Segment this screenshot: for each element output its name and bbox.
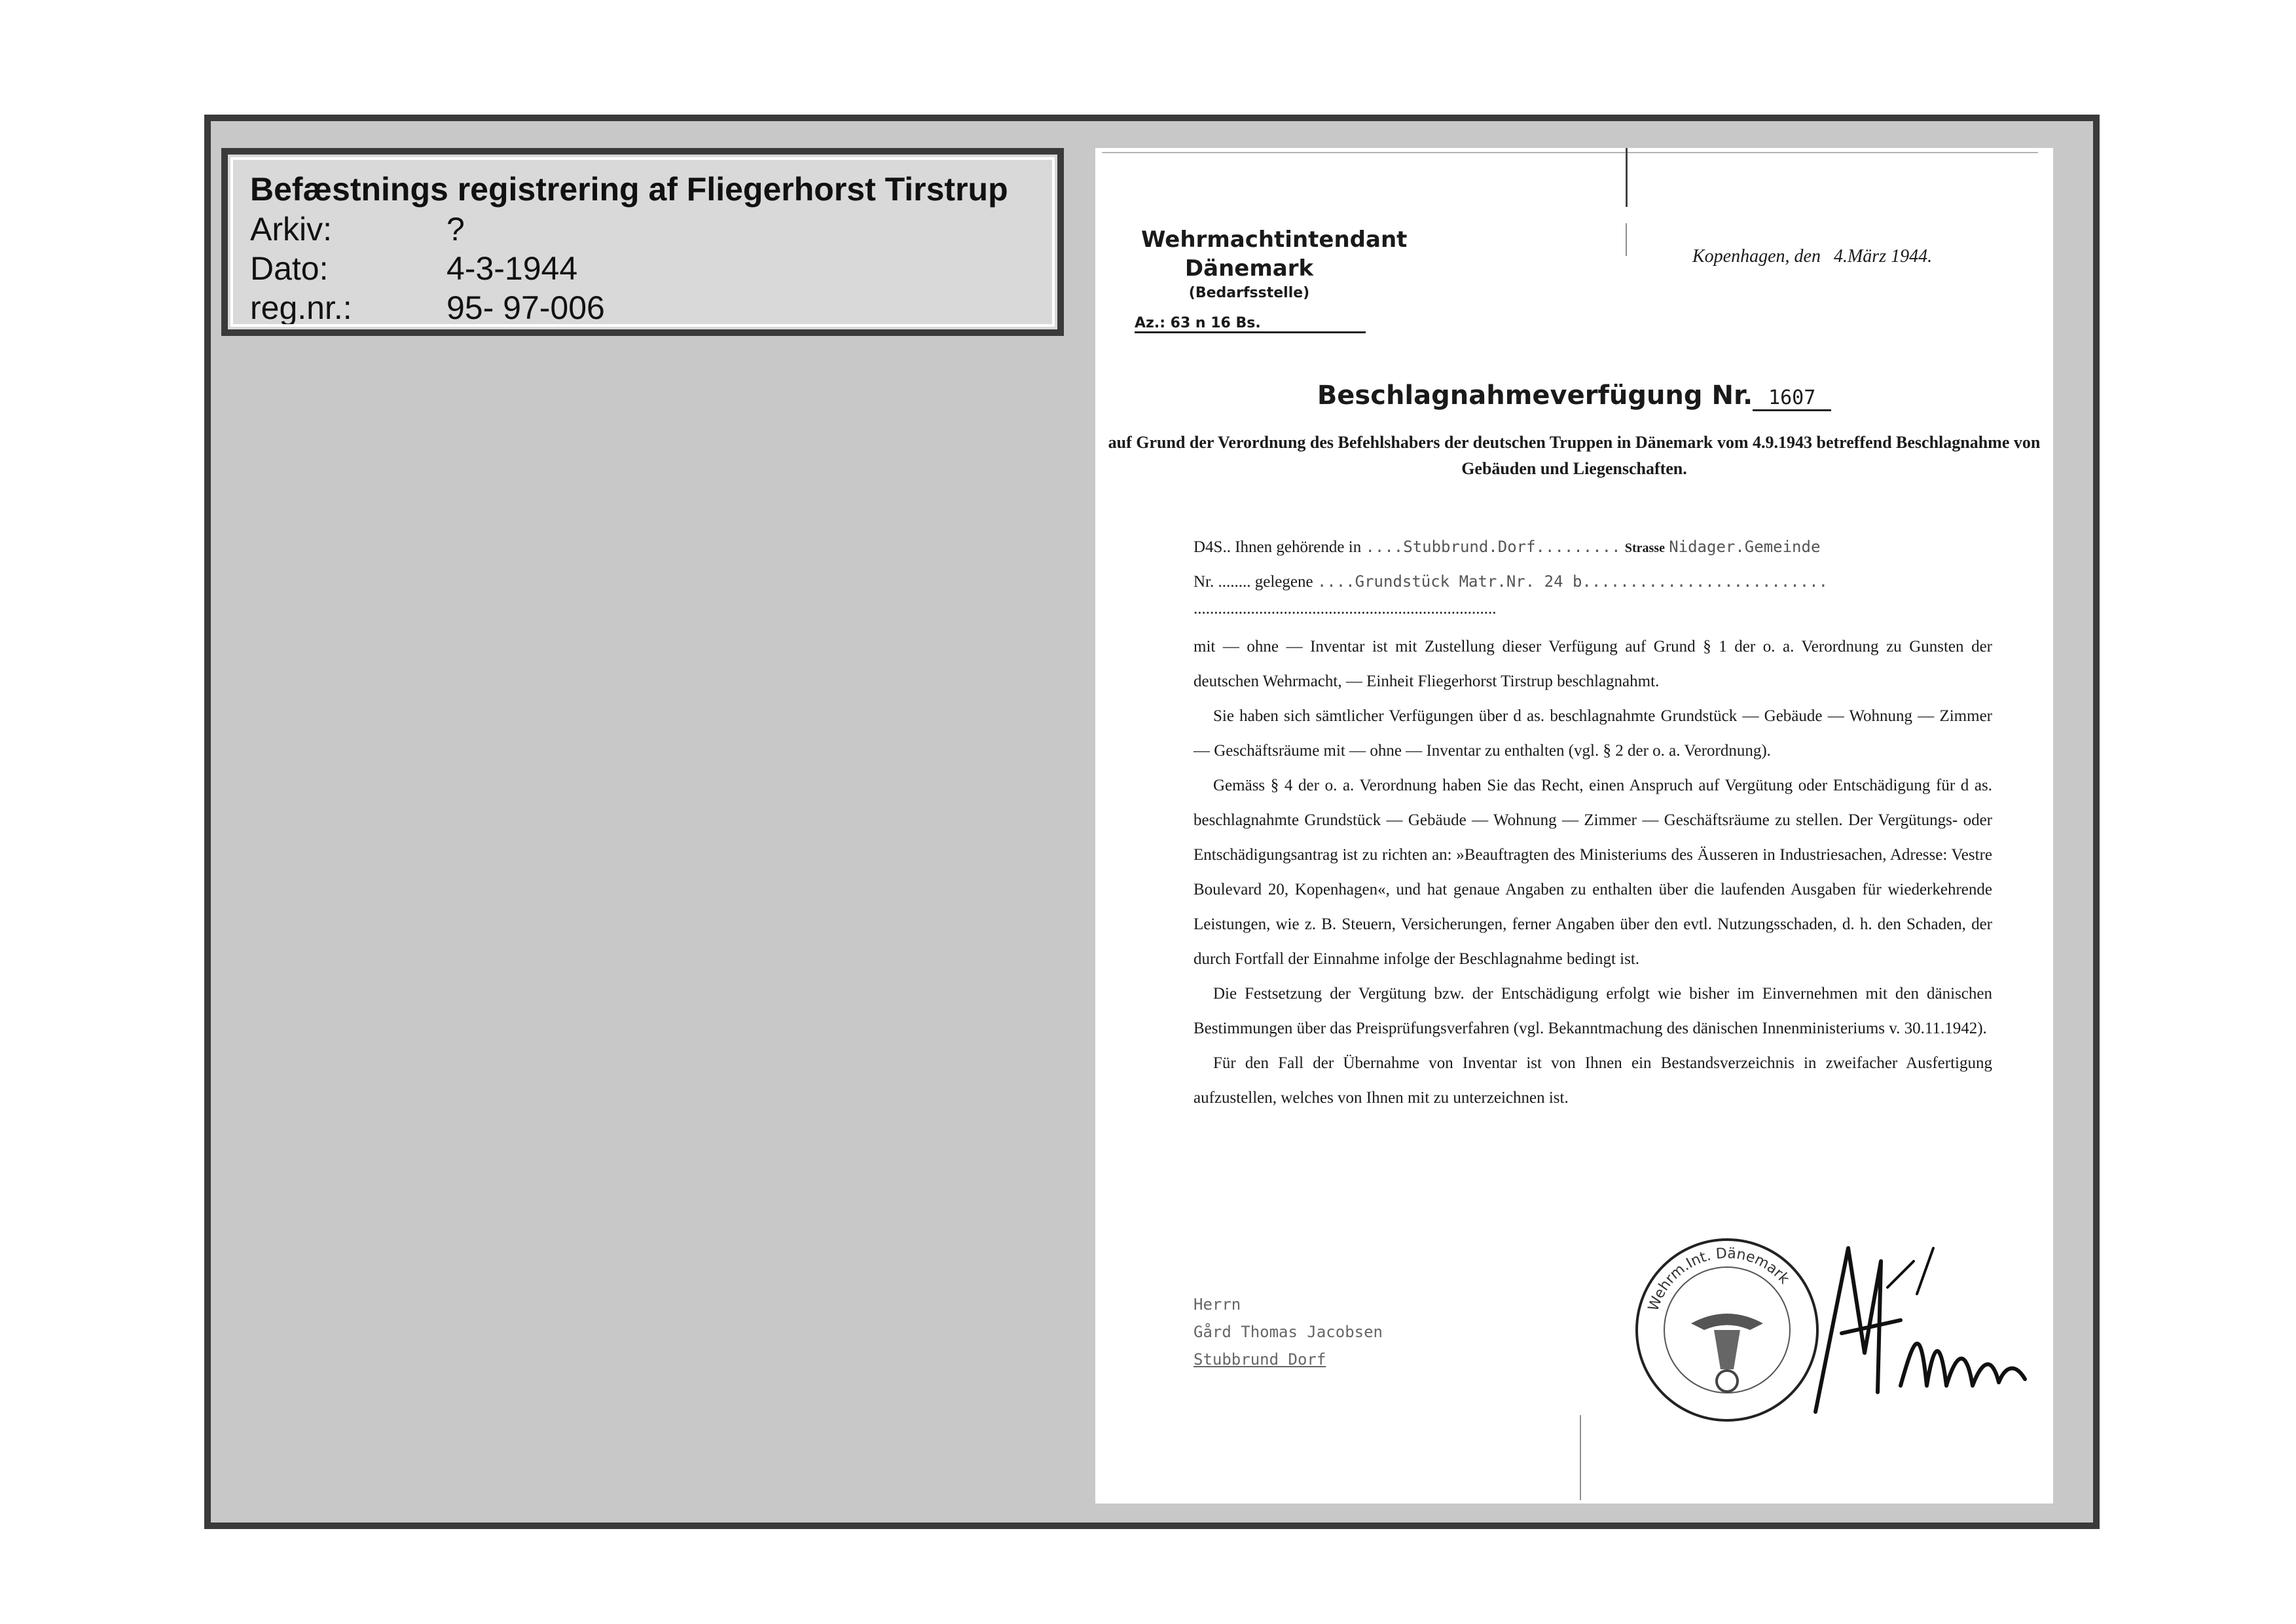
paragraph-3: Gemäss § 4 der o. a. Verordnung haben Sie das Recht, einen Anspruch auf Vergütung oder Entschädigung für d as. beschlagnahmte Grundstück — Gebäude — Wohnung — Zimmer — Geschäftsräume zu stellen. Der Vergütungs- oder Entschädigungsantrag ist zu richten an: »Beauftragten des Ministeriums des Äusseren in Industriesachen, Adresse: Vestre Boulevard 20, Kopenhagen«, und hat genaue Angaben zu enthalten über die laufenden Ausgaben für wiederkehrende Leistungen, wie z. B. Steuern, Versicherungen, ferner Angaben über den evtl. Nutzungsschaden, d. h. den Schaden, der durch Fortfall der Einnahme infolge der Beschlagnahme bedingt ist. bbox=[1194, 777, 1992, 968]
date: 4.März 1944. bbox=[1833, 246, 1933, 267]
heading-text: Beschlagnahmeverfügung bbox=[1317, 380, 1703, 411]
signature bbox=[1802, 1222, 2038, 1431]
date-value: 4-3-1944 bbox=[446, 250, 578, 287]
date-key: Dato: bbox=[250, 250, 329, 287]
property-line-2 bbox=[1194, 572, 1828, 591]
scan-edge-line bbox=[1102, 152, 2038, 153]
place: Kopenhagen, den bbox=[1692, 246, 1821, 267]
addressee-line3: Stubbrund Dorf bbox=[1194, 1350, 1326, 1369]
document-body bbox=[1194, 629, 1992, 1115]
addressee-line1: Herrn bbox=[1194, 1295, 1241, 1314]
addressee bbox=[1194, 1291, 1383, 1373]
archive-row-regnr bbox=[250, 288, 1035, 327]
scanned-document bbox=[1095, 148, 2053, 1504]
scan-artefact-tick bbox=[1626, 223, 1627, 256]
addressee-line2: Gård Thomas Jacobsen bbox=[1194, 1323, 1383, 1341]
heading-nr-label: Nr. bbox=[1711, 380, 1753, 411]
scan-artefact-vertical bbox=[1626, 148, 1628, 207]
regnr-key: reg.nr.: bbox=[250, 289, 352, 326]
archive-row-date bbox=[250, 249, 1035, 288]
paragraph-4: Die Festsetzung der Vergütung bzw. der Entschädigung erfolgt wie bisher im Einvernehmen mit den dänischen Bestimmungen über das Preisprüfungsverfahren (vgl. Bekanntmachung des dänischen Innenministeriums v. 30.11.1942). bbox=[1194, 985, 1992, 1037]
issuer-line1: Wehrmachtintendant bbox=[1141, 227, 1408, 253]
paragraph-5: Für den Fall der Übernahme von Inventar ist von Ihnen ein Bestandsverzeichnis in zweifacher Ausfertigung aufzustellen, welches von Ihnen mit zu unterzeichnen ist. bbox=[1194, 1054, 1992, 1107]
regnr-value: 95- 97-006 bbox=[446, 289, 605, 326]
place-fill: ....Stubbrund.Dorf......... bbox=[1365, 538, 1621, 556]
archive-title: Befæstnings registrering af Fliegerhorst Tirstrup bbox=[250, 171, 1008, 208]
paragraph-1: mit — ohne — Inventar ist mit Zustellung dieser Verfügung auf Grund § 1 der o. a. Verordnung zu Gunsten der deutschen Wehrmacht, — Einheit Fliegerhorst Tirstrup beschlagnahmt. bbox=[1194, 638, 1992, 690]
archive-value: ? bbox=[446, 211, 465, 248]
property-line-1 bbox=[1194, 538, 1820, 557]
nr-field: Nr. ........ bbox=[1194, 573, 1251, 591]
place-date bbox=[1692, 246, 1932, 267]
reference-number: Az.: 63 n 16 Bs. bbox=[1135, 315, 1366, 333]
scan-artefact-bottom bbox=[1580, 1415, 1581, 1500]
official-stamp bbox=[1629, 1232, 1825, 1428]
issuer-line3: (Bedarfsstelle) bbox=[1188, 285, 1310, 301]
archive-label bbox=[221, 148, 1064, 336]
document-heading bbox=[1095, 380, 2053, 411]
located-text: gelegene bbox=[1254, 573, 1313, 591]
owned-text: Ihnen gehörende in bbox=[1235, 538, 1362, 556]
strasse-fill: Nidager.Gemeinde bbox=[1669, 538, 1821, 556]
issuer-block bbox=[1141, 225, 1408, 304]
heading-nr-value: 1607 bbox=[1753, 386, 1831, 411]
archive-key: Arkiv: bbox=[250, 211, 332, 248]
archive-row-archive bbox=[250, 210, 1035, 249]
issuer-line2: Dänemark bbox=[1184, 255, 1314, 282]
prefix: D4S.. bbox=[1194, 538, 1231, 556]
paragraph-2: Sie haben sich sämtlicher Verfügungen über d as. beschlagnahmte Grundstück — Gebäude — Wohnung — Zimmer — Geschäftsräume mit — ohne — Inventar zu enthalten (vgl. § 2 der o. a. Verordnung). bbox=[1194, 707, 1992, 760]
strasse-label: Strasse bbox=[1624, 541, 1665, 555]
parcel-fill: ....Grundstück Matr.Nr. 24 b.......................... bbox=[1317, 572, 1829, 591]
property-line-3: .......................................................................... bbox=[1194, 600, 1497, 618]
legal-basis: auf Grund der Verordnung des Befehlshabers der deutschen Truppen in Dänemark vom 4.9.1943 betreffend Beschlagnahme von Gebäuden und Liegenschaften. bbox=[1108, 433, 2041, 478]
stamp-text: Wehrm.Int. Dänemark bbox=[1645, 1245, 1793, 1314]
